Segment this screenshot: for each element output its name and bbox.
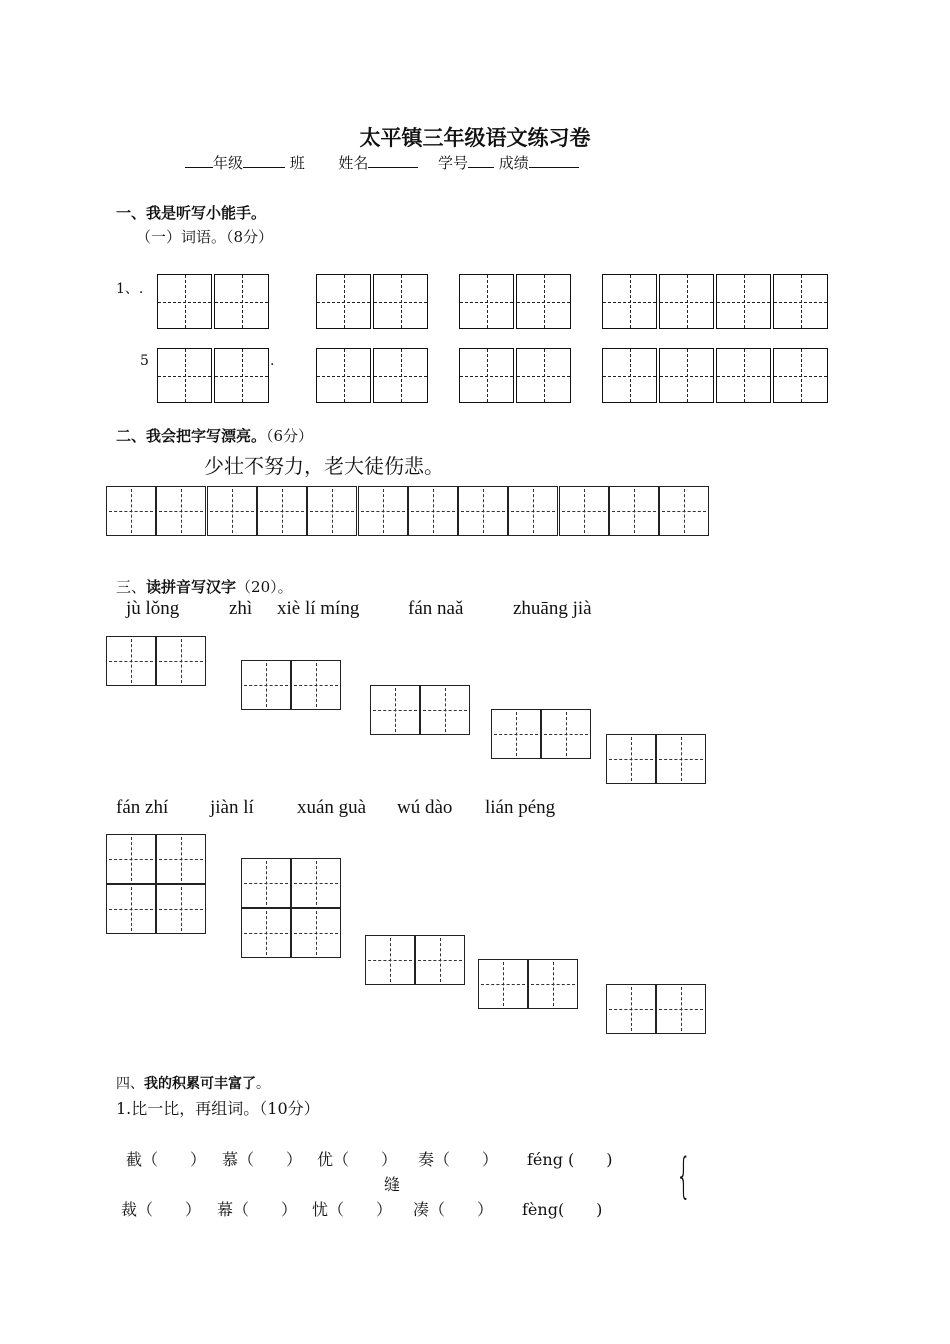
dictation-box[interactable] — [459, 348, 514, 403]
pinyin-answer-cell[interactable] — [156, 636, 206, 686]
dictation-box[interactable] — [157, 348, 212, 403]
pinyin-6: fán zhí — [116, 797, 169, 818]
page-title: 太平镇三年级语文练习卷 — [359, 126, 591, 150]
pinyin-answer-cell[interactable] — [541, 709, 591, 759]
pinyin-4: fán naǎ — [408, 598, 464, 619]
pinyin-10: lián péng — [485, 797, 556, 818]
student-info-line — [185, 152, 579, 173]
section4-heading: 四、我的积累可丰富了。 — [116, 1076, 270, 1092]
pinyin-answer-cell[interactable] — [365, 935, 415, 985]
dictation-box[interactable] — [716, 348, 771, 403]
grade-blank[interactable] — [185, 153, 213, 168]
grade-label: 年级 — [213, 154, 244, 172]
copy-cell[interactable] — [458, 486, 508, 536]
dictation-box[interactable] — [516, 348, 571, 403]
pinyin-answer-cell[interactable] — [291, 858, 341, 908]
copy-cell[interactable] — [156, 486, 206, 536]
copy-cell[interactable] — [508, 486, 558, 536]
question-1: 1.比一比，再组词。（10分） — [116, 1099, 320, 1118]
row2-label: 5 — [140, 353, 149, 369]
pinyin-answer-cell[interactable] — [291, 908, 341, 958]
dictation-box[interactable] — [373, 348, 428, 403]
pinyin-answer-cell[interactable] — [606, 734, 656, 784]
poem-line: 少壮不努力，老大徒伤悲。 — [204, 454, 444, 478]
dictation-box[interactable] — [316, 274, 371, 329]
compare-1b: 裁（ ） — [121, 1200, 202, 1219]
section1-heading: 一、我是听写小能手。 — [116, 204, 267, 222]
compare-4a: 奏（ ） — [418, 1150, 499, 1169]
pinyin-answer-cell[interactable] — [491, 709, 541, 759]
copy-cell[interactable] — [207, 486, 257, 536]
copy-cell[interactable] — [106, 486, 156, 536]
pinyin-answer-cell[interactable] — [528, 959, 578, 1009]
compare-5b: fèng( ) — [522, 1200, 603, 1219]
pinyin-answer-cell[interactable] — [156, 834, 206, 884]
compare-5a: féng ( ) — [527, 1150, 613, 1169]
pinyin-answer-cell[interactable] — [106, 834, 156, 884]
pinyin-1: jù lǒng — [126, 598, 180, 619]
dictation-box[interactable] — [214, 348, 269, 403]
dictation-box[interactable] — [602, 348, 657, 403]
dictation-box[interactable] — [659, 274, 714, 329]
copy-cell[interactable] — [408, 486, 458, 536]
dictation-box[interactable] — [602, 274, 657, 329]
pinyin-2: zhì — [229, 598, 253, 619]
copy-cell[interactable] — [609, 486, 659, 536]
compare-4b: 凑（ ） — [413, 1200, 494, 1219]
pinyin-answer-cell[interactable] — [241, 908, 291, 958]
pinyin-answer-cell[interactable] — [370, 685, 420, 735]
class-label: 班 — [289, 154, 305, 172]
pinyin-8: xuán guà — [297, 797, 367, 818]
score-label: 成绩 — [498, 154, 529, 172]
middle-char: 缝 — [384, 1175, 401, 1194]
dictation-box[interactable] — [773, 274, 828, 329]
compare-3b: 忧（ ） — [312, 1200, 393, 1219]
section2-heading: 二、我会把字写漂亮。（6分） — [116, 427, 314, 445]
row2-dot: . — [270, 353, 275, 369]
pinyin-7: jiàn lí — [210, 797, 254, 818]
pinyin-5: zhuāng jià — [513, 598, 592, 619]
copy-cell[interactable] — [358, 486, 408, 536]
section3-heading: 三、读拼音写汉字（20）。 — [116, 578, 293, 596]
dictation-box[interactable] — [316, 348, 371, 403]
class-blank[interactable] — [243, 153, 285, 168]
number-label: 学号 — [437, 154, 468, 172]
copy-cell[interactable] — [307, 486, 357, 536]
pinyin-answer-cell[interactable] — [241, 858, 291, 908]
number-blank[interactable] — [468, 153, 494, 168]
dictation-box[interactable] — [373, 274, 428, 329]
pinyin-answer-cell[interactable] — [606, 984, 656, 1034]
score-blank[interactable] — [529, 153, 579, 168]
copy-cell[interactable] — [257, 486, 307, 536]
pinyin-answer-cell[interactable] — [291, 660, 341, 710]
copy-cell[interactable] — [559, 486, 609, 536]
compare-2b: 幕（ ） — [217, 1200, 298, 1219]
row1-label: 1、. — [116, 281, 144, 297]
pinyin-answer-cell[interactable] — [420, 685, 470, 735]
dictation-box[interactable] — [459, 274, 514, 329]
name-blank[interactable] — [368, 153, 418, 168]
dictation-box[interactable] — [659, 348, 714, 403]
compare-3a: 优（ ） — [317, 1150, 398, 1169]
pinyin-answer-cell[interactable] — [478, 959, 528, 1009]
compare-1a: 截（ ） — [126, 1150, 207, 1169]
copy-cell[interactable] — [659, 486, 709, 536]
pinyin-3: xiè lí míng — [277, 598, 360, 619]
dictation-box[interactable] — [157, 274, 212, 329]
compare-2a: 慕（ ） — [222, 1150, 303, 1169]
dictation-box[interactable] — [773, 348, 828, 403]
section1-subheading: （一）词语。（8分） — [136, 228, 274, 246]
pinyin-answer-cell[interactable] — [156, 884, 206, 934]
pinyin-answer-cell[interactable] — [106, 636, 156, 686]
name-label: 姓名 — [338, 154, 369, 172]
pinyin-answer-cell[interactable] — [415, 935, 465, 985]
pinyin-answer-cell[interactable] — [106, 884, 156, 934]
pinyin-answer-cell[interactable] — [241, 660, 291, 710]
brace-symbol: { — [676, 1148, 692, 1204]
pinyin-answer-cell[interactable] — [656, 734, 706, 784]
pinyin-answer-cell[interactable] — [656, 984, 706, 1034]
pinyin-9: wú dào — [397, 797, 453, 818]
dictation-box[interactable] — [516, 274, 571, 329]
dictation-box[interactable] — [214, 274, 269, 329]
dictation-box[interactable] — [716, 274, 771, 329]
